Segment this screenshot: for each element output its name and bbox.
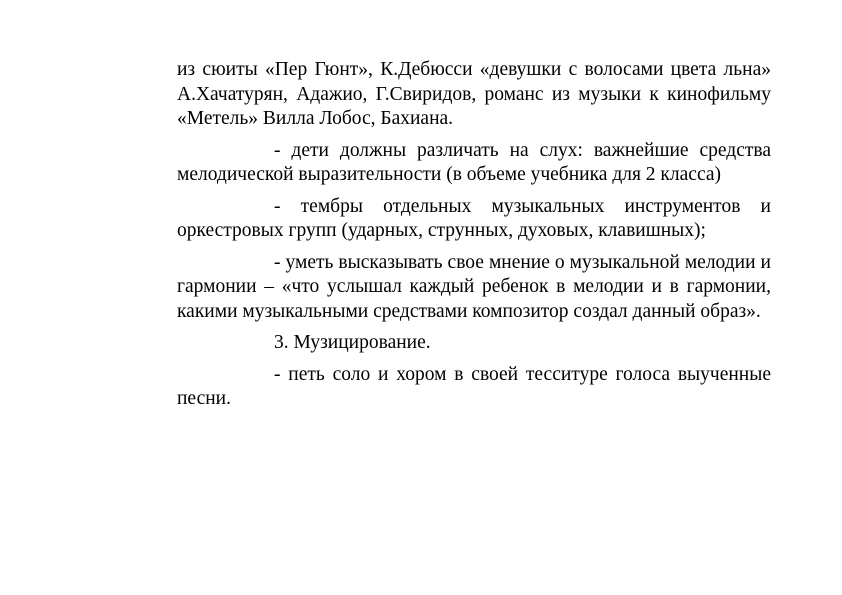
paragraph-music-examples: из сюиты «Пер Гюнт», К.Дебюсси «девушки с волосами цвета льна» А.Хачатурян, Адажио, Г.Свиридов, романс из музыки к кинофильму «Метель» Вилла Лобос, Бахиана. xyxy=(177,59,771,129)
paragraph-listening-means: - дети должны различать на слух: важнейшие средства мелодической выразительности (в объеме учебника для 2 класса) xyxy=(177,139,771,185)
section-heading-music-making: 3. Музицирование. xyxy=(274,332,431,353)
document-text xyxy=(177,58,771,412)
paragraph-opinion: - уметь высказывать свое мнение о музыкальной мелодии и гармонии – «что услышал каждый ребенок в мелодии и в гармонии, какими музыкальными средствами композитор создал данный образ». xyxy=(177,251,771,322)
paragraph-timbres: - тембры отдельных музыкальных инструментов и оркестровых групп (ударных, струнных, духовых, клавишных); xyxy=(177,195,771,241)
paragraph-singing: - петь соло и хором в своей тесситуре голоса выученные песни. xyxy=(177,363,771,409)
